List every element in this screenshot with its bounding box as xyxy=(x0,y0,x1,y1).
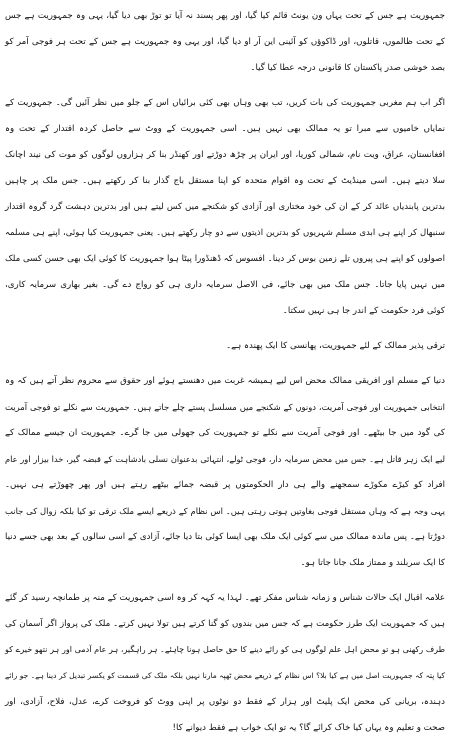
line-text: کوئی فرد حکومت کے اندر جا ہی نہیں سکتا۔ xyxy=(282,306,445,316)
line-text: انتخابی جمہوریت اور فوجی آمریت، دونوں کے شکنجے میں مسلسل پستے چلے جاتے ہیں۔ جمہوریت سے نکلے تو فوجی آمریت xyxy=(5,402,445,412)
text-line xyxy=(4,3,445,29)
paragraph xyxy=(4,3,445,81)
line-text: کا ایک سربلند و ممتاز ملک جانا جاتا ہو۔ xyxy=(300,558,445,568)
line-text: افغانستان، عراق، ویت نام، شمالی کوریا، اور ایران پر چڑھ دوڑتے اور کھنڈر بنا کر ہزاروں لوگوں کو موت کی نیند اچانک xyxy=(5,150,445,160)
text-line xyxy=(4,689,445,715)
text-line xyxy=(4,446,445,472)
line-text: صحت و تعلیم وہ یہاں کیا خاک کرائے گا؟ یہ تو ایک خواب ہے فقط دیوانے کا! xyxy=(172,723,445,733)
line-text: کیا پتہ کہ جمہوریت اصل میں ہے کیا بلا؟ اس نظام کے ذریعے محض ٹھپہ مارنا نہیں بلکہ ملک کی قسمت کو یکسر تبدیل کر دینا ہے۔ جو رائے xyxy=(5,671,445,680)
line-text: کی گود میں جا بیٹھے۔ اور فوجی آمریت سے نکلے تو جمہوریت کی جھولی میں جا گرے۔ جمہوریت ان جیسے ممالک کے xyxy=(5,428,445,438)
text-line xyxy=(4,585,445,611)
line-text: بصد خوشی صدر پاکستان کا قانونی درجہ عطا کیا گیا۔ xyxy=(250,63,445,73)
text-line xyxy=(4,715,445,741)
line-text: میں نہیں پایا جاتا۔ جس ملک میں بھی جائے، فی الاصل سرمایہ داری ہی کو رواج دے گی۔ بغیر بھاری سرمایہ کاری، xyxy=(5,280,445,290)
line-text: بدترین پابندیاں عائد کر کے ان کی خود مختاری اور آزادی کو شکنجے میں کس لیتے ہیں اور بدترین دہشت گرد گروہ اقتدار xyxy=(5,202,445,212)
text-line xyxy=(4,168,445,194)
text-line xyxy=(4,55,445,81)
line-text: لیے ایک زہر قاتل ہے۔ جس میں محض سرمایہ دار، فوجی ٹولے، انتہائی بدعنوان نسلی بادشاہت کے قبضہ گیر، خدا بیزار اور عام xyxy=(5,454,445,464)
text-line xyxy=(4,637,445,663)
text-line xyxy=(4,611,445,637)
text-line xyxy=(4,272,445,298)
text-line xyxy=(4,550,445,576)
line-text: ترقی پذیر ممالک کے لئے جمہوریت، پھانسی کا ایک پھندہ ہے۔ xyxy=(226,341,445,351)
line-text: جمہوریت ہے جس کے تحت یہاں ون یونٹ قائم کیا گیا، اور پھر پسند نہ آیا تو توڑ بھی دیا گیا، یہی وہ جمہوریت ہے جس xyxy=(5,11,445,21)
text-line xyxy=(4,142,445,168)
line-text: دوڑتا ہے۔ پس ماندہ ممالک میں سے کوئی ایک ملک بھی ایسا کوئی بتا دیا جائے، آزادی کے اسی سالوں کے بعد بھی جسے دنیا xyxy=(5,532,445,542)
paragraph xyxy=(4,585,445,741)
paragraph xyxy=(4,333,445,359)
line-text: طرف رکھنی ہو تو محض اہل علم لوگوں ہی کو رائے دینے کا حق حاصل ہونا چاہئے۔ ہر راہگیر، ہر عام آدمی اور ہر نتھو خیرے کو xyxy=(5,645,445,654)
text-line xyxy=(4,116,445,142)
line-text: سنبھال کر اپنے ہی ابدی مسلم شہریوں کو بدترین اذیتوں سے دو چار رکھتے ہیں۔ یعنی جمہوریت کیا ہوئی، اپنے ہی مسلمہ xyxy=(5,228,445,238)
line-text: ہیں کہ جمہوریت ایک طرز حکومت ہے کہ جس میں بندوں کو گنا کرتے ہیں تولا نہیں کرتے۔ ملک کی پرواز اگر آسمان کی xyxy=(5,619,445,629)
text-line xyxy=(4,524,445,550)
text-line xyxy=(4,472,445,498)
line-text: اصولوں کو اپنے ہی پیروں تلے زمین بوس کر دینا۔ افسوس کہ ڈھنڈورا پیٹا ہوا جمہوریت کا کوئی ایک بھی حسن کسی ملک xyxy=(5,254,445,264)
line-text: دہندہ، بریانی کی محض ایک پلیٹ اور ہزار کے فقط دو نوٹوں پر اپنی ووٹ کو فروخت کرے، عدل، فلاح، آزادی، اور xyxy=(5,697,445,707)
text-line xyxy=(4,194,445,220)
paragraph xyxy=(4,368,445,576)
text-line xyxy=(4,368,445,394)
text-line xyxy=(4,220,445,246)
text-line xyxy=(4,333,445,359)
paragraph xyxy=(4,90,445,324)
line-text: سلا دیتے ہیں۔ اسی مینڈیٹ کے تحت وہ اقوام متحدہ کو اپنا مستقل باج گذار بنا کر رکھتے ہیں۔ جس ملک پر چاہیں xyxy=(5,176,445,186)
text-line xyxy=(4,498,445,524)
text-line xyxy=(4,663,445,689)
text-line xyxy=(4,29,445,55)
text-line xyxy=(4,394,445,420)
text-line xyxy=(4,298,445,324)
line-text: دنیا کے مسلم اور افریقی ممالک محض اس لیے ہمیشہ غربت میں دھنستے ہوئے اور حقوق سے محروم نظر آتے ہیں کہ وہ xyxy=(5,376,445,386)
line-text: نمایاں خامیوں سے مبرا تو یہ ممالک بھی نہیں ہیں۔ اسی جمہوریت کے ووٹ سے حاصل کردہ اقتدار کے تحت وہ xyxy=(5,124,445,134)
line-text: اگر اب ہم مغربی جمہوریت کی بات کریں، تب بھی وہاں بھی کئی برائیاں اس کے جلو میں نظر آئیں گی۔ جمہوریت کے xyxy=(5,98,445,108)
line-text: یہی وجہ ہے کہ وہاں مستقل فوجی بغاوتیں ہوتی رہتی ہیں۔ اس نظام کے ذریعے ایسے ملک ترقی تو کیا بلکہ زوال کی جانب xyxy=(5,506,445,516)
text-line xyxy=(4,420,445,446)
text-line xyxy=(4,246,445,272)
line-text: علامہ اقبال ایک حالات شناس و زمانہ شناس مفکر تھے۔ لہذا یہ کہہ کر وہ اسی جمہوریت کے منہ پر طمانچہ رسید کر گئے xyxy=(5,593,445,603)
text-line xyxy=(4,90,445,116)
line-text: افراد کو کیڑے مکوڑے سمجھنے والے ہی دار الحکومتوں پر قبضہ جمائے بیٹھے رہتے ہیں اور پھر چھوڑتے ہی نہیں۔ xyxy=(5,480,445,490)
line-text: کے تحت ظالموں، قاتلوں، اور ڈاکوؤں کو آئینی این آر او دیا گیا، اور یہی وہ جمہوریت ہے جس کے تحت ہر فوجی آمر کو xyxy=(5,37,445,47)
